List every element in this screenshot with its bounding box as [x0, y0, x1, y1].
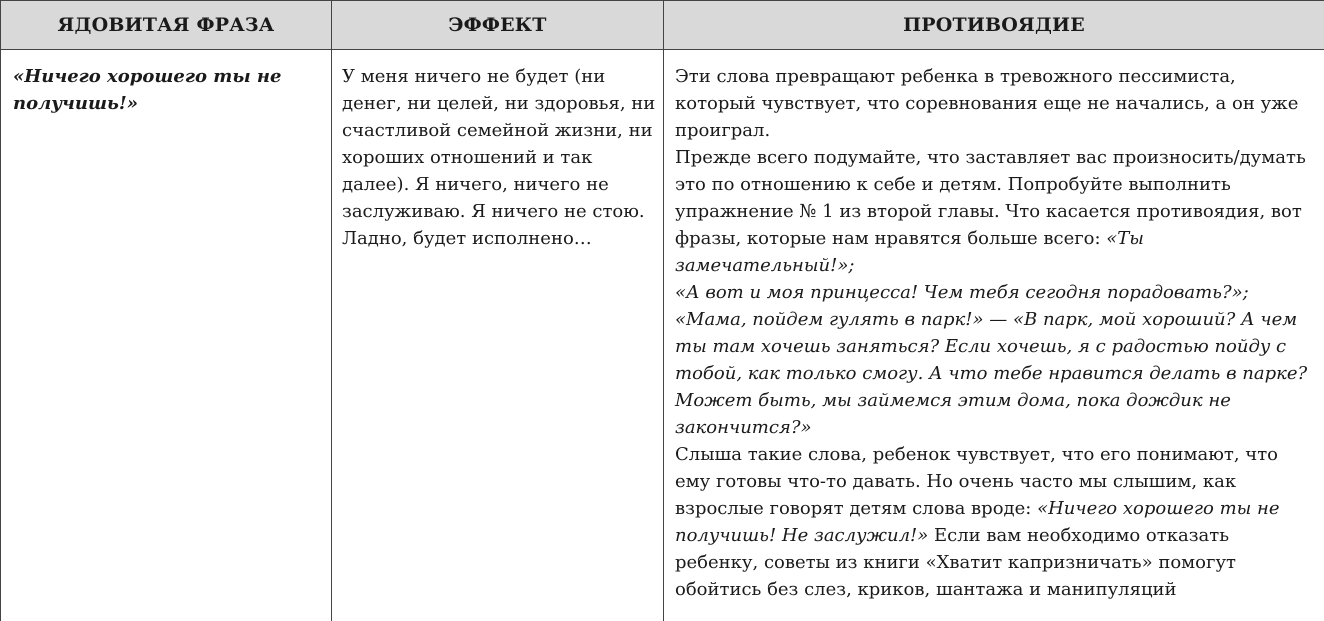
table-row [1, 50, 1324, 621]
antidote-paragraph-1: Эти слова превращают ребенка в тревожного пессимиста, который чувствует, что соревнования еще не начались, а он уже проиграл. [675, 63, 1312, 144]
header-row [1, 1, 1324, 50]
antidote-quote-2: «А вот и моя принцесса! Чем тебя сегодня порадовать?»; [675, 279, 1312, 306]
table-body [1, 50, 1324, 621]
cell-antidote [664, 50, 1324, 621]
header-effect: ЭФФЕКТ [332, 1, 664, 50]
header-antidote: ПРОТИВОЯДИЕ [664, 1, 1324, 50]
antidote-quote-1: «Ты замечательный!»; [675, 228, 1144, 276]
cell-poison-phrase: «Ничего хорошего ты не получишь!» [1, 50, 332, 621]
antidote-paragraph-4 [675, 441, 1312, 603]
antidote-quote-3: «Мама, пойдем гулять в парк!» — «В парк, мой хороший? А чем ты там хочешь заняться? Если хочешь, я с радостью пойду с тобой, как только смогу. А что тебе нравится делать в парке? Может быть, мы займемся этим дома, пока дождик не закончится?» [675, 306, 1312, 441]
cell-effect: У меня ничего не будет (ни денег, ни целей, ни здоровья, ни счастливой семейной жизни, ни хороших отношений и так далее). Я ничего, ничего не заслуживаю. Я ничего не стою. Ладно, будет исполнено… [332, 50, 664, 621]
antidote-paragraph-2-text: Прежде всего подумайте, что заставляет вас произносить/думать это по отношению к себе и детям. Попробуйте выполнить упражнение № 1 из второй главы. Что касается противоядия, вот фразы, которые нам нравятся больше всего: [675, 147, 1306, 249]
header-poison-phrase: ЯДОВИТАЯ ФРАЗА [1, 1, 332, 50]
antidote-paragraph-4-text: Слыша такие слова, ребенок чувствует, что его понимают, что ему готовы что-то давать. Но очень часто мы слышим, как взрослые говорят детям слова вроде: [675, 444, 1278, 519]
antidote-paragraph-4-end: Если вам необходимо отказать ребенку, советы из книги «Хватит капризничать» помогут обойтись без слез, криков, шантажа и манипуляций [675, 525, 1236, 600]
table-header [1, 1, 1324, 50]
antidote-quote-4: «Ничего хорошего ты не получишь! Не заслужил!» [675, 498, 1280, 546]
antidote-paragraph-2 [675, 144, 1312, 279]
